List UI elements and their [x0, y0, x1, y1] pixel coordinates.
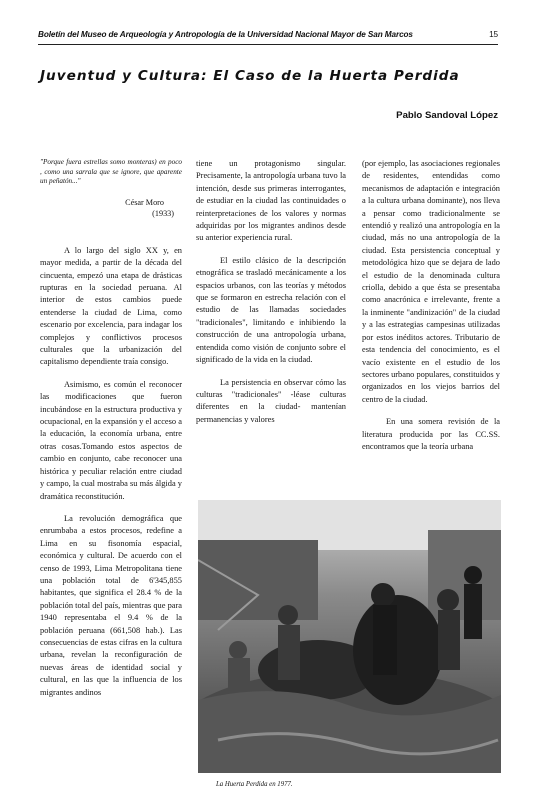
paragraph: A lo largo del siglo XX y, en mayor medida, a partir de la década del cincuenta, empezó una etapa de drásticas rupturas en la sociedad peruana. Al interior de estos cambios puede entenderse la ciudad de Lima, como escenario por excelencia, para indagar los complejos y conflictivos procesos culturales que la urbanización del capitalismo dependiente traía consigo. — [40, 245, 182, 367]
header-rule — [38, 44, 498, 45]
huerta-perdida-photo — [198, 500, 501, 773]
paragraph: (por ejemplo, las asociaciones regionales de residentes, entendidas como mecanismos de adaptación e integración a la cultura urbana dominante), nos lleva a pensar como tradicionalmente se entendió y realizó una antropología en la ciudad, más no una antropología de la ciudad. Esta persistencia conceptual y metodológica hizo que se dejara de lado el estudio de la denominada cultura criolla, debido a que ésta se presentaba como anacrónica e irrelevante, frente a la inminente "andinización" de la ciudad y a las estrategias campesinas utilizadas por estos inéditos actores. Tributario de esta tendencia del conocimiento, es el vacío existente en el estudio de los sectores urbano populares, constituidos y organizados en los viejos barrios del centro de la ciudad. — [362, 159, 500, 404]
epigraph-quote: "Porque fuera estrellas somo monteras) en poco , como una sarrala que se ignore, que aparente un peñatón..." — [40, 158, 182, 186]
epigraph-year: (1933) — [152, 208, 174, 218]
text-column-2 — [196, 158, 346, 436]
text-column-3 — [362, 158, 500, 463]
text-column-1 — [40, 158, 182, 709]
epigraph-author: César Moro — [125, 197, 164, 207]
paragraph: tiene un protagonismo singular. Precisamente, la antropología urbana tuvo la intención, desde sus primeras interrogantes, de estudiar en la ciudad las continuidades o reinterpretaciones de los valores y normas adquiridas por los migrantes andinos desde su anterior experiencia rural. — [196, 159, 346, 243]
page-number: 15 — [489, 30, 498, 39]
running-header — [38, 30, 498, 39]
paragraph: En una somera revisión de la literatura producida por las CC.SS. encontramos que la teoría urbana — [362, 417, 500, 451]
paragraph: El estilo clásico de la descripción etnográfica se trasladó mecánicamente a los espacios urbanos, con las teorías y métodos que se formaron en estrecha relación con el estudio de las llamadas sociedades "tradicionales", limitando e inhibiendo la construcción de una antropología urbana, entendida como visión de conjunto sobre el significado de la vida en la ciudad. — [196, 255, 346, 365]
paragraph: La revolución demográfica que enrumbaba a estos procesos, redefine a Lima en su fisonomía espacial, económica y cultural. De acuerdo con el censo de 1993, Lima Metropolitana tiene una población total de 6'345,855 habitantes, que significa el 28.4 % de la población total del país, mientras que para 1940 representaba el 9.4 % de la población peruana (661,508 hab.). Las consecuencias de estas cifras en la cultura urbana, revelan la reconfiguración de nuevas áreas de identidad social y cultural, en las que la influencia de los migrantes andinos — [40, 513, 182, 697]
article-author: Pablo Sandoval López — [396, 110, 498, 121]
paragraph: Asimismo, es común el reconocer las modificaciones que fueron incubándose en la estructura productiva y ocupacional, en la expansión y el acceso a la educación, la economía urbana, entre otras cosas.Tomando estos aspectos de cambio en conjunto, cabe reconocer una histórica y peculiar relación entre ciudad y campo, la cual mostraba su más álgida y dramática reconstitución. — [40, 379, 182, 501]
photo-caption: La Huerta Perdida en 1977. — [216, 781, 293, 788]
article-title: Juventud y Cultura: El Caso de la Huerta Perdida — [40, 68, 460, 84]
paragraph: La persistencia en observar cómo las culturas "tradicionales" -léase culturas diferentes en la ciudad- mantenían permanencias y valores — [196, 377, 346, 424]
journal-title: Boletín del Museo de Arqueología y Antropología de la Universidad Nacional Mayor de San Marcos — [38, 30, 413, 39]
